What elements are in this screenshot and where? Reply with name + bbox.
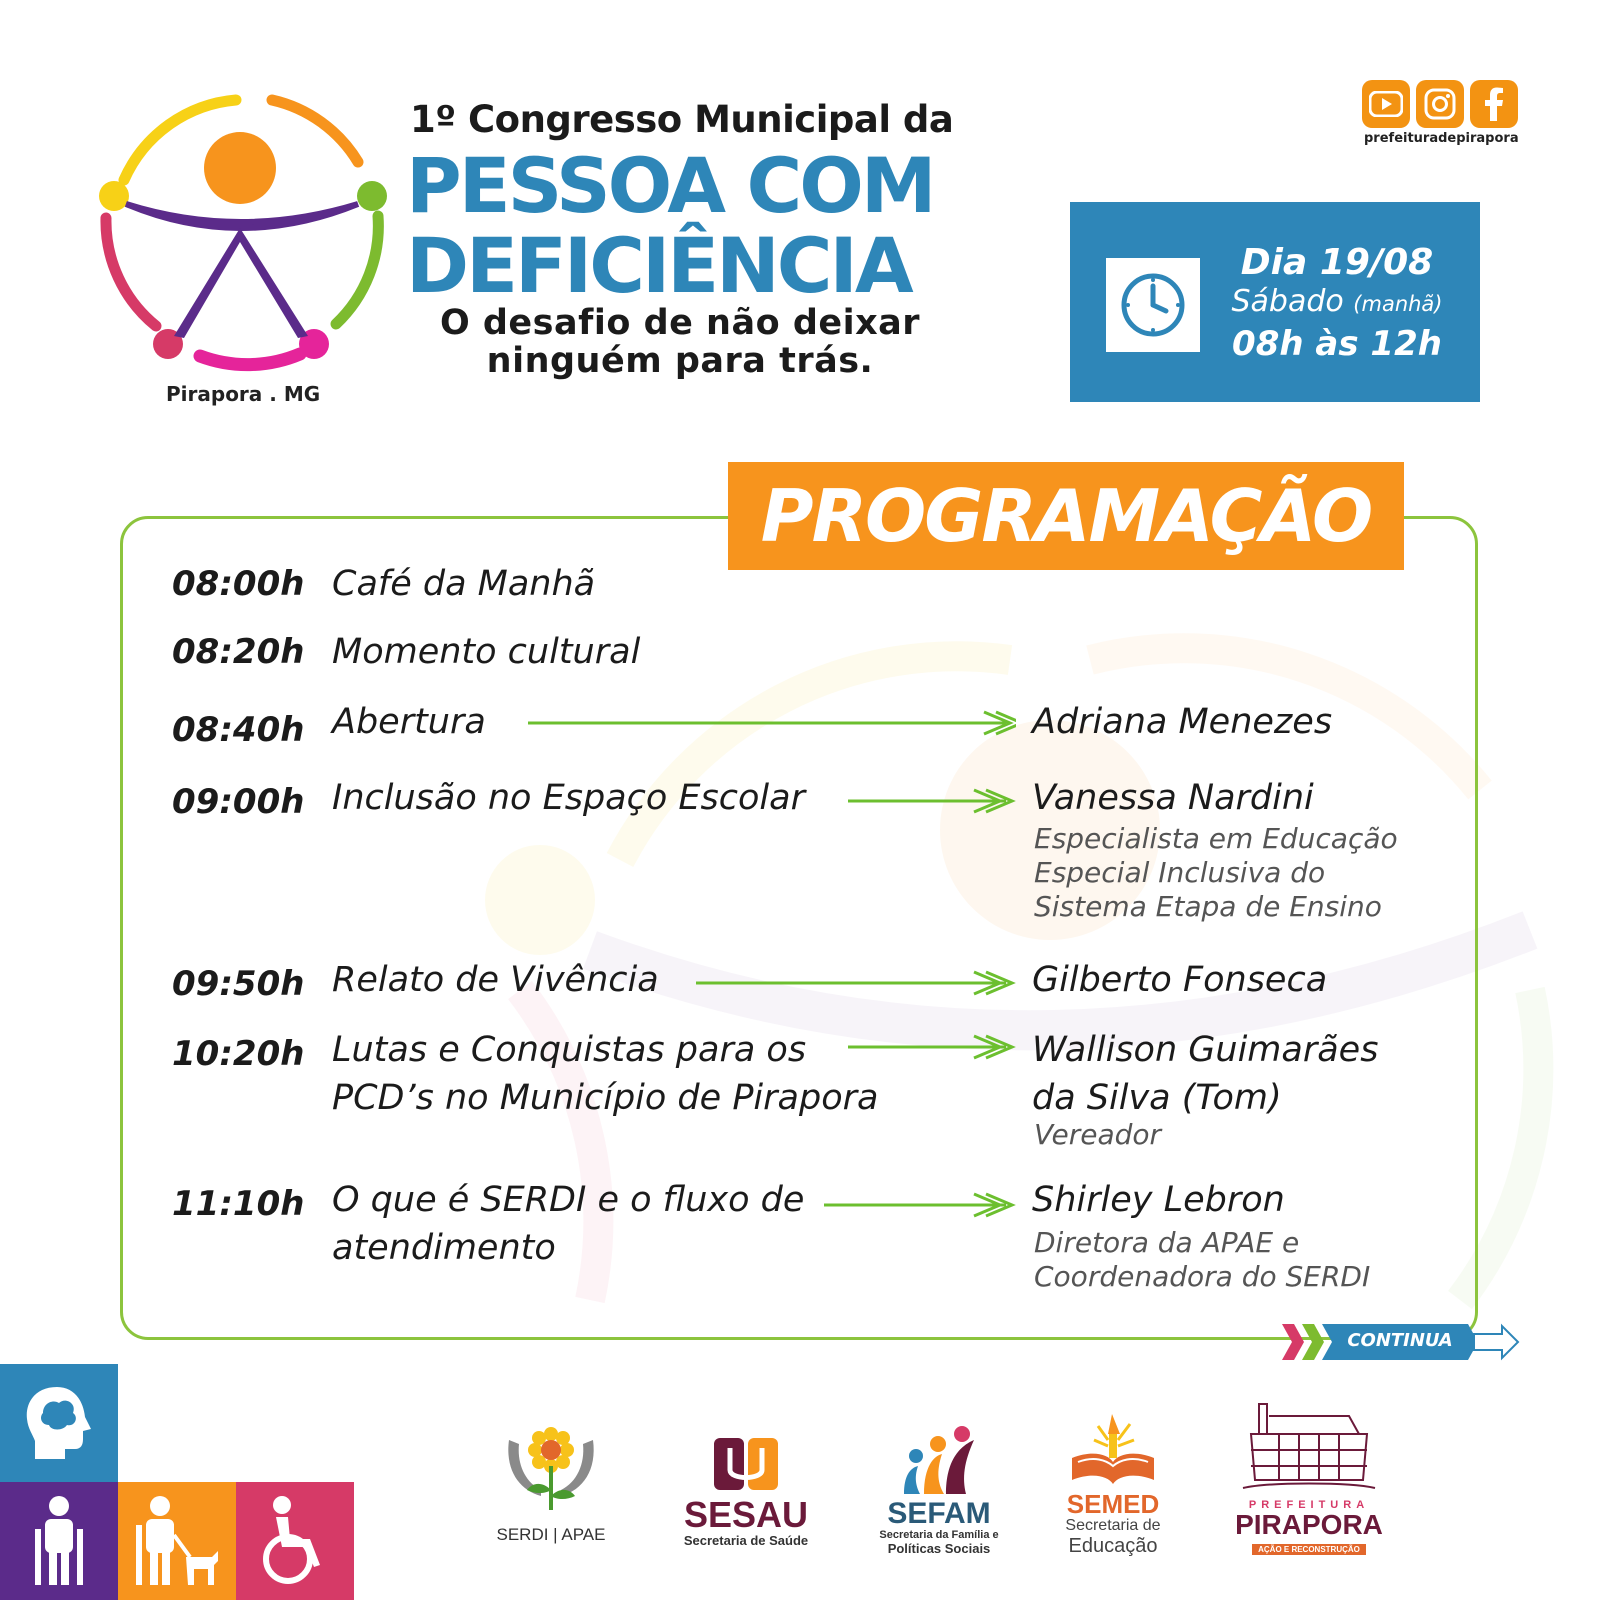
program-speaker-role: Especialista em Educação	[1034, 822, 1398, 855]
pirapora-top-label: PREFEITURA	[1248, 1499, 1370, 1511]
steamboat-icon	[1239, 1384, 1379, 1494]
program-speaker: Shirley Lebron	[1032, 1180, 1285, 1220]
subtitle-line1: O desafio de não deixar	[439, 303, 921, 343]
arrow-icon	[846, 1032, 1016, 1062]
program-speaker: Gilberto Fonseca	[1032, 960, 1328, 1000]
congress-logo	[96, 92, 396, 382]
program-speaker-role: Coordenadora do SERDI	[1034, 1260, 1371, 1293]
elderly-person-icon	[29, 1495, 89, 1587]
sefam-sub-label1: Secretaria da Família e	[879, 1529, 999, 1541]
semed-book-icon	[1068, 1410, 1158, 1486]
arrow-icon	[526, 708, 1016, 738]
program-speaker: Wallison Guimarães	[1032, 1030, 1379, 1070]
clock-icon	[1106, 258, 1200, 352]
program-speaker-role: Sistema Etapa de Ensino	[1034, 890, 1382, 923]
youtube-icon[interactable]	[1362, 80, 1410, 128]
sesau-sub-label: Secretaria de Saúde	[683, 1533, 809, 1548]
date-text	[1208, 242, 1466, 366]
program-activity: PCD’s no Município de Pirapora	[332, 1078, 879, 1118]
program-time: 08:20h	[172, 632, 305, 672]
tile-visual	[118, 1482, 236, 1600]
program-title: PROGRAMAÇÃO	[728, 462, 1404, 570]
semed-label: SEMED	[1066, 1489, 1160, 1519]
sesau-label: SESAU	[683, 1494, 809, 1535]
program-speaker: Adriana Menezes	[1032, 702, 1333, 742]
program-speaker: Vanessa Nardini	[1032, 778, 1314, 818]
continue-tag	[1280, 1320, 1520, 1364]
program-activity: Lutas e Conquistas para os	[332, 1030, 807, 1070]
instagram-icon[interactable]	[1416, 80, 1464, 128]
program-activity: Inclusão no Espaço Escolar	[332, 778, 805, 818]
program-activity: Abertura	[332, 702, 486, 742]
social-handle: prefeituradepirapora	[1364, 131, 1519, 146]
subtitle-line2: ninguém para trás.	[486, 341, 874, 381]
event-weekday-line	[1208, 284, 1466, 322]
head-brain-icon	[21, 1383, 97, 1463]
program-time: 11:10h	[172, 1184, 305, 1224]
program-activity: O que é SERDI e o fluxo de	[332, 1180, 805, 1220]
arrow-icon	[694, 968, 1016, 998]
program-activity: Momento cultural	[332, 632, 641, 672]
pirapora-label: PIRAPORA	[1235, 1509, 1383, 1540]
program-speaker-role: Vereador	[1034, 1118, 1162, 1151]
program-time: 08:40h	[172, 710, 305, 750]
partner-prefeitura-pirapora	[1234, 1384, 1384, 1557]
sefam-label: SEFAM	[887, 1497, 991, 1530]
program-speaker-role: Especial Inclusiva do	[1034, 856, 1326, 889]
logo-city-label: Pirapora . MG	[166, 382, 321, 406]
serdi-apae-label: SERDI | APAE	[496, 1525, 606, 1544]
tile-intellectual	[0, 1364, 118, 1482]
continue-label: CONTINUA	[1347, 1330, 1453, 1351]
blind-person-dog-icon	[134, 1495, 220, 1587]
sesau-cross-icon	[710, 1436, 782, 1492]
semed-sub-label2: Educação	[1068, 1535, 1158, 1557]
tile-elderly	[0, 1482, 118, 1600]
date-box	[1070, 202, 1480, 402]
social-links	[1362, 80, 1518, 128]
arrow-icon	[846, 786, 1016, 816]
program-time: 08:00h	[172, 564, 305, 604]
program-time: 09:00h	[172, 782, 305, 822]
event-day: Dia 19/08	[1240, 242, 1434, 283]
program-activity: Relato de Vivência	[332, 960, 659, 1000]
tile-physical	[236, 1482, 354, 1600]
program-speaker-role: Diretora da APAE e	[1034, 1226, 1300, 1259]
sunflower-hands-icon	[501, 1420, 601, 1520]
wheelchair-icon	[260, 1495, 330, 1587]
event-weekday: Sábado	[1231, 284, 1344, 319]
program-speaker: da Silva (Tom)	[1032, 1078, 1282, 1118]
sefam-sub-label2: Políticas Sociais	[887, 1541, 991, 1556]
event-period: (manhã)	[1353, 292, 1443, 316]
partner-sesau	[676, 1436, 816, 1548]
congress-title-line1: 1º Congresso Municipal da	[410, 98, 954, 141]
partner-serdi-apae	[486, 1420, 616, 1545]
program-activity: Café da Manhã	[332, 564, 596, 604]
sefam-family-icon	[894, 1426, 984, 1494]
congress-subtitle	[420, 304, 940, 380]
partner-sefam	[874, 1426, 1004, 1556]
partner-semed	[1048, 1410, 1178, 1557]
program-activity: atendimento	[332, 1228, 556, 1268]
congress-title-line3: DEFICIÊNCIA	[406, 221, 911, 310]
event-hours: 08h às 12h	[1232, 324, 1442, 364]
semed-sub-label1: Secretaria de	[1065, 1517, 1161, 1534]
program-time: 09:50h	[172, 964, 305, 1004]
program-time: 10:20h	[172, 1034, 305, 1074]
facebook-icon[interactable]	[1470, 80, 1518, 128]
congress-title-line2: PESSOA COM	[406, 141, 934, 230]
pirapora-sub-label: AÇÃO E RECONSTRUÇÃO	[1252, 1544, 1366, 1555]
arrow-icon	[822, 1190, 1016, 1220]
